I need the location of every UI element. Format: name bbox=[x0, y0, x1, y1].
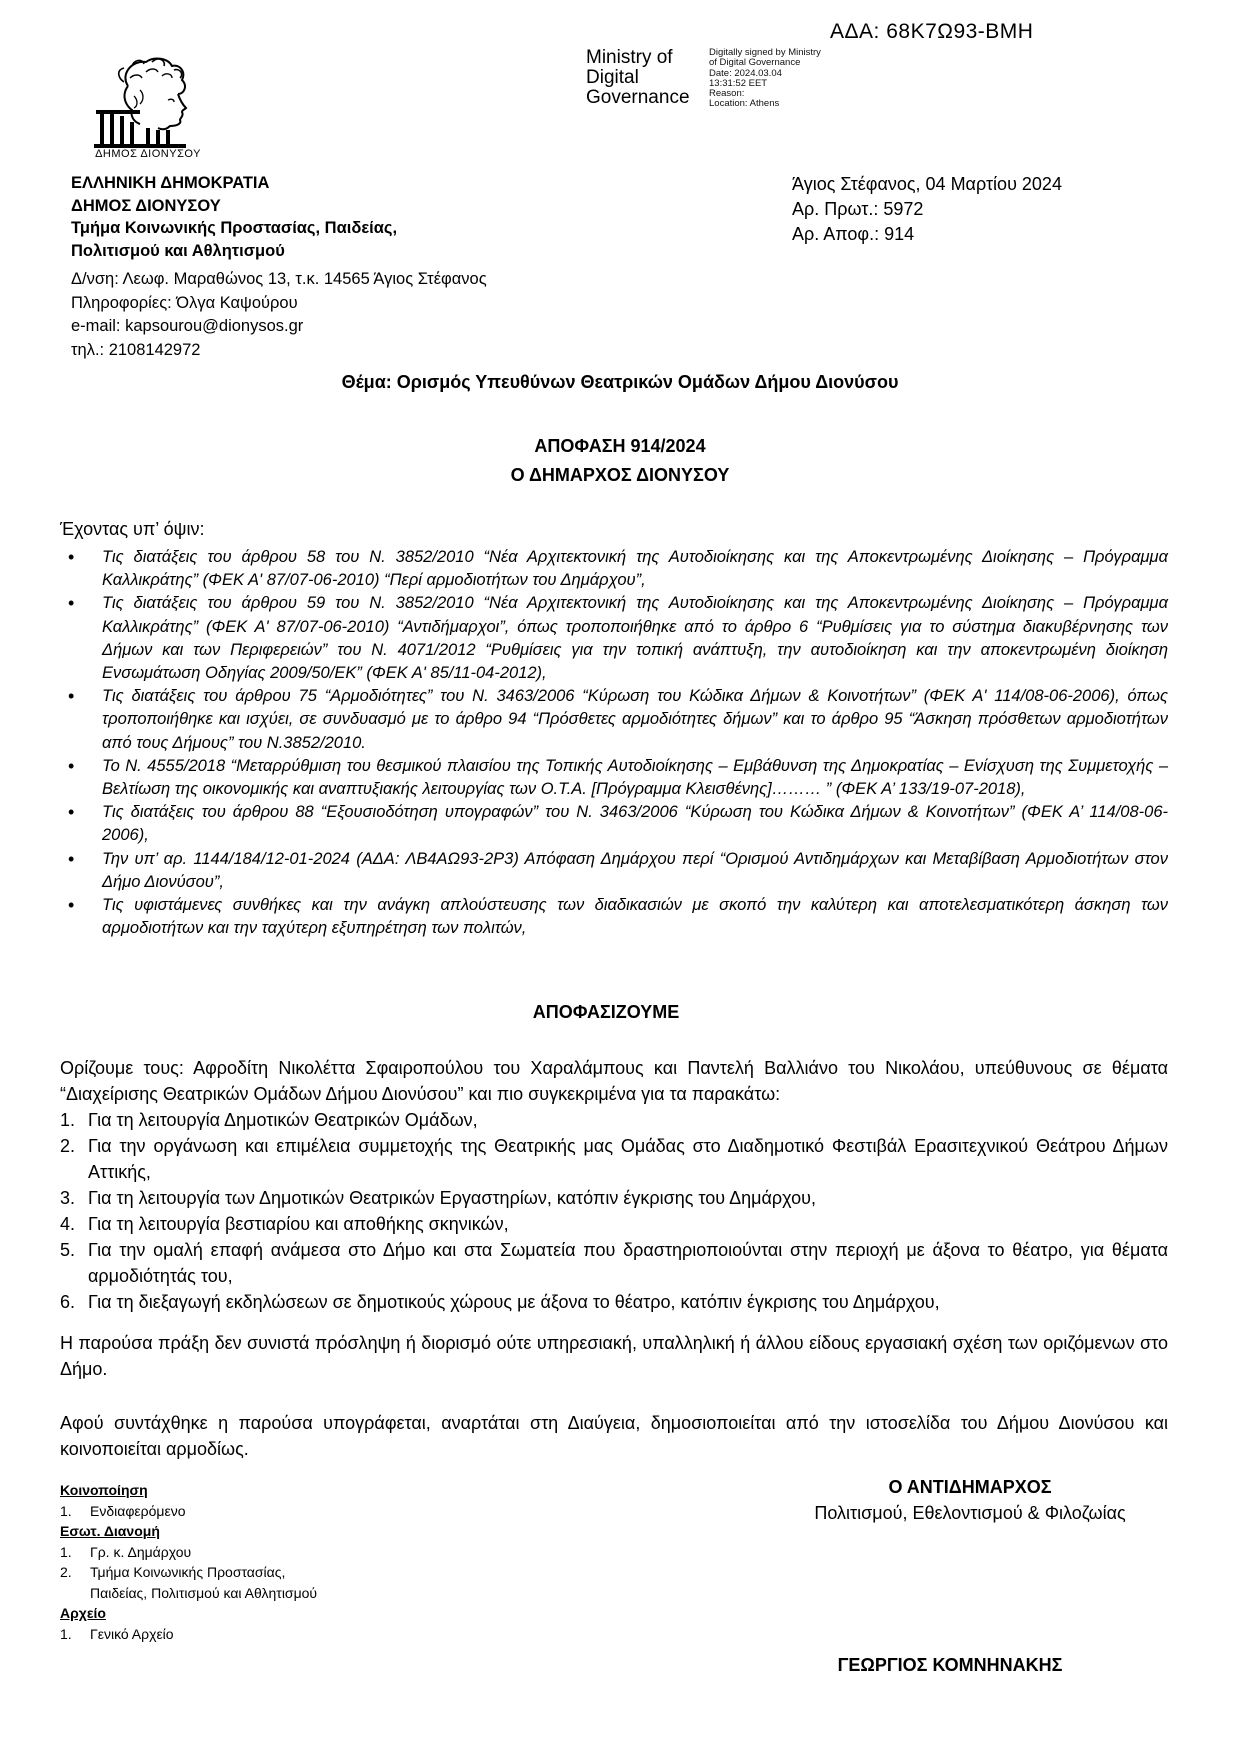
list-item: • Την υπ’ αρ. 1144/184/12-01-2024 (ΑΔΑ: ΛΒ4ΑΩ93-2Ρ3) Απόφαση Δημάρχου περί “Ορισμού Αντιδημάρχων και Μεταβίβαση Αρμοδιοτήτων στον Δήμο Διονύσου”, bbox=[62, 848, 1168, 894]
list-item bbox=[60, 1107, 1168, 1133]
item-number: 1. bbox=[60, 1543, 72, 1560]
item-number: 4. bbox=[60, 1214, 76, 1234]
list-item bbox=[60, 1542, 317, 1563]
distribution-block bbox=[60, 1480, 317, 1644]
signature-line: Date: 2024.03.04 bbox=[709, 67, 782, 79]
archive-heading: Αρχείο bbox=[60, 1605, 106, 1621]
item-text: Για τη διεξαγωγή εκδηλώσεων σε δημοτικούς χώρους με άξονα το θέατρο, κατόπιν έγκρισης του Δημάρχου, bbox=[88, 1292, 940, 1312]
item-number: 1. bbox=[60, 1110, 76, 1130]
phone-line: τηλ.: 2108142972 bbox=[71, 340, 201, 359]
signer-name: ΓΕΩΡΓΙΟΣ ΚΟΜΝΗΝΑΚΗΣ bbox=[837, 1655, 1063, 1675]
list-item: • Τις διατάξεις του άρθρου 58 του Ν. 3852/2010 “Νέα Αρχιτεκτονική της Αυτοδιοίκησης και της Αποκεντρωμένης Διοίκησης – Πρόγραμμα Καλλικράτης” (ΦΕΚ Α' 87/07-06-2010) “Περί αρμοδιοτήτων του Δημάρχου”, bbox=[62, 546, 1168, 592]
item-number: 5. bbox=[60, 1240, 76, 1260]
list-item: • Τις υφιστάμενες συνθήκες και την ανάγκη απλούστευσης των διαδικασιών με σκοπό την καλύτερη και αποτελεσματικότερη άσκηση των αρμοδιοτήτων και την ταχύτερη εξυπηρέτηση των πολιτών, bbox=[62, 894, 1168, 940]
item-text: Ενδιαφερόμενο bbox=[90, 1502, 186, 1519]
ministry-line: Digital bbox=[586, 67, 639, 88]
item-text: Τμήμα Κοινωνικής Προστασίας, bbox=[90, 1564, 286, 1580]
item-text: Για την οργάνωση και επιμέλεια συμμετοχής της Θεατρικής μας Ομάδας στο Διαδημοτικό Φεστιβάλ Ερασιτεχνικού Θεάτρου Δήμων Αττικής, bbox=[88, 1136, 1168, 1182]
decide-heading: ΑΠΟΦΑΣΙΖΟΥΜΕ bbox=[532, 1002, 680, 1022]
item-text: Για τη λειτουργία των Δημοτικών Θεατρικών Εργαστηρίων, κατόπιν έγκρισης του Δημάρχου, bbox=[88, 1188, 816, 1208]
info-contact-line: Πληροφορίες: Όλγα Καψούρου bbox=[71, 293, 298, 312]
list-item bbox=[60, 1501, 317, 1522]
list-item bbox=[60, 1211, 1168, 1237]
item-text: Γενικό Αρχείο bbox=[90, 1625, 174, 1642]
signature-line: Digitally signed by Ministry bbox=[709, 47, 821, 58]
decision-number: Αρ. Αποφ.: 914 bbox=[792, 224, 915, 244]
list-item: • Τις διατάξεις του άρθρου 75 “Αρμοδιότητες” του Ν. 3463/2006 “Κύρωση του Κώδικα Δήμων & Κοινοτήτων” (ΦΕΚ Α' 114/08-06-2006), όπως τροποποιήθηκε και ισχύει, σε συνδυασμό με το άρθρο 94 “Πρόσθετες αρμοδιότητες δήμων” και το άρθρο 95 “Άσκηση πρόσθετων αρμοδιοτήτων από τους Δήμους” του Ν.3852/2010. bbox=[62, 685, 1168, 755]
signature-line: of Digital Governance bbox=[709, 57, 801, 69]
item-number: 2. bbox=[60, 1136, 76, 1156]
signature-line: 13:31:52 EET bbox=[709, 77, 768, 89]
item-number: 3. bbox=[60, 1188, 76, 1208]
list-item bbox=[60, 1289, 1168, 1315]
item-number: 1. bbox=[60, 1625, 72, 1642]
list-item: • Τις διατάξεις του άρθρου 59 του Ν. 3852/2010 “Νέα Αρχιτεκτονική της Αυτοδιοίκησης και της Αποκεντρωμένης Διοίκησης – Πρόγραμμα Καλλικράτης” (ΦΕΚ Α' 87/07-06-2010) “Αντιδήμαρχοι”, όπως τροποποιήθηκε από το άρθρο 6 “Ρυθμίσεις για το σύστημα διακυβέρνησης των Δήμων και των Περιφερειών” του Ν. 4071/2012 “Ρυθμίσεις για την τοπική ανάπτυξη, την αυτοδιοίκηση και την αποκεντρωμένη διοίκηση Ενσωμάτωση Οδηγίας 2009/50/ΕΚ” (ΦΕΚ Α' 85/11-04-2012), bbox=[62, 592, 1168, 685]
municipality-logo bbox=[88, 56, 208, 158]
item-text: Για την ομαλή επαφή ανάμεσα στο Δήμο και στα Σωματεία που δραστηριοποιούνται στην περιοχή με άξονα το θέατρο, για θέματα αρμοδιότητάς του, bbox=[88, 1240, 1168, 1286]
republic-heading: ΕΛΛΗΝΙΚΗ ΔΗΜΟΚΡΑΤΙΑ bbox=[71, 174, 270, 192]
item-text: Γρ. κ. Δημάρχου bbox=[90, 1543, 192, 1560]
legal-basis-list bbox=[62, 546, 1168, 940]
municipality-heading: ΔΗΜΟΣ ΔΙΟΝΥΣΟΥ bbox=[71, 196, 221, 215]
list-item bbox=[60, 1562, 317, 1583]
document-date: Άγιος Στέφανος, 04 Μαρτίου 2024 bbox=[792, 174, 1062, 194]
list-item bbox=[60, 1237, 1168, 1289]
list-item bbox=[60, 1624, 317, 1645]
decision-heading bbox=[0, 432, 1240, 490]
publication-paragraph: Αφού συντάχθηκε η παρούσα υπογράφεται, αναρτάται στη Διαύγεια, δημοσιοποιείται από την ιστοσελίδα του Δήμου Διονύσου και κοινοποιείται αρμοδίως. bbox=[60, 1413, 1168, 1459]
protocol-number: Αρ. Πρωτ.: 5972 bbox=[792, 199, 924, 219]
employment-disclaimer-paragraph: Η παρούσα πράξη δεν συνιστά πρόσληψη ή διορισμό ούτε υπηρεσιακή, υπαλληλική ή άλλου είδους εργασιακή σχέση των οριζόμενων στο Δήμο. bbox=[60, 1333, 1168, 1379]
ministry-label bbox=[586, 48, 690, 108]
internal-distribution-heading: Εσωτ. Διανομή bbox=[60, 1523, 160, 1539]
intro-paragraph: Ορίζουμε τους: Αφροδίτη Νικολέττα Σφαιροπούλου του Χαραλάμπους και Παντελή Βαλλιάνο του Νικολάου, υπεύθυνους σε θέματα “Διαχείρισης Θεατρικών Ομάδων Δήμου Διονύσου” και πιο συγκεκριμένα για τα παρακάτω: bbox=[60, 1058, 1168, 1104]
email-line: e-mail: kapsourou@dionysos.gr bbox=[71, 317, 304, 335]
signer-portfolio: Πολιτισμού, Εθελοντισμού & Φιλοζωίας bbox=[814, 1503, 1126, 1523]
signature-line: Location: Athens bbox=[709, 98, 780, 110]
ministry-line: Governance bbox=[586, 87, 690, 108]
considering-label: Έχοντας υπ’ όψιν: bbox=[60, 519, 205, 539]
signer-title: Ο ΑΝΤΙΔΗΜΑΡΧΟΣ bbox=[888, 1477, 1052, 1497]
department-heading: Τμήμα Κοινωνικής Προστασίας, Παιδείας, bbox=[71, 219, 398, 237]
item-text: Για τη λειτουργία Δημοτικών Θεατρικών Ομάδων, bbox=[88, 1110, 478, 1130]
item-text: Για τη λειτουργία βεστιαρίου και αποθήκης σκηνικών, bbox=[88, 1214, 509, 1234]
subject-line: Θέμα: Ορισμός Υπευθύνων Θεατρικών Ομάδων Δήμου Διονύσου bbox=[341, 372, 899, 392]
sender-block bbox=[71, 172, 487, 362]
list-item: • Το Ν. 4555/2018 “Μεταρρύθμιση του θεσμικού πλαισίου της Τοπικής Αυτοδιοίκησης – Εμβάθυνση της Δημοκρατίας – Ενίσχυση της Συμμετοχής – Βελτίωση της οικονομικής και αναπτυξιακής λειτουργίας των Ο.Τ.Α. [Πρόγραμμα Κλεισθένης]……… ” (ΦΕΚ Α’ 133/19-07-2018), bbox=[62, 755, 1168, 801]
signature-line: Reason: bbox=[709, 88, 745, 100]
mayor-heading: Ο ΔΗΜΑΡΧΟΣ ΔΙΟΝΥΣΟΥ bbox=[510, 465, 730, 485]
ministry-line: Ministry of bbox=[586, 47, 673, 68]
list-item bbox=[60, 1185, 1168, 1211]
item-number: 2. bbox=[60, 1564, 72, 1580]
ada-code: ΑΔΑ: 68Κ7Ω93-ΒΜΗ bbox=[830, 20, 1034, 43]
date-protocol-block bbox=[792, 172, 1062, 247]
decision-number-heading: ΑΠΟΦΑΣΗ 914/2024 bbox=[534, 436, 706, 456]
logo-caption: ΔΗΜΟΣ ΔΙΟΝΥΣΟΥ bbox=[95, 148, 201, 160]
address-line: Δ/νση: Λεωφ. Μαραθώνος 13, τ.κ. 14565 Άγιος Στέφανος bbox=[71, 270, 487, 288]
list-item bbox=[60, 1133, 1168, 1185]
department-heading-cont: Πολιτισμού και Αθλητισμού bbox=[71, 241, 285, 260]
item-number: 1. bbox=[60, 1502, 72, 1519]
digital-signature-info bbox=[709, 48, 821, 110]
list-item: • Τις διατάξεις του άρθρου 88 “Εξουσιοδότηση υπογραφών” του Ν. 3463/2006 “Κύρωση του Κώδικα Δήμων & Κοινοτήτων” (ΦΕΚ Α’ 114/08-06-2006), bbox=[62, 801, 1168, 847]
list-item-continuation: Παιδείας, Πολιτισμού και Αθλητισμού bbox=[90, 1584, 318, 1601]
notify-heading: Κοινοποίηση bbox=[60, 1482, 148, 1498]
responsibilities-list bbox=[60, 1107, 1168, 1315]
item-number: 6. bbox=[60, 1292, 76, 1312]
contact-details bbox=[71, 268, 487, 362]
